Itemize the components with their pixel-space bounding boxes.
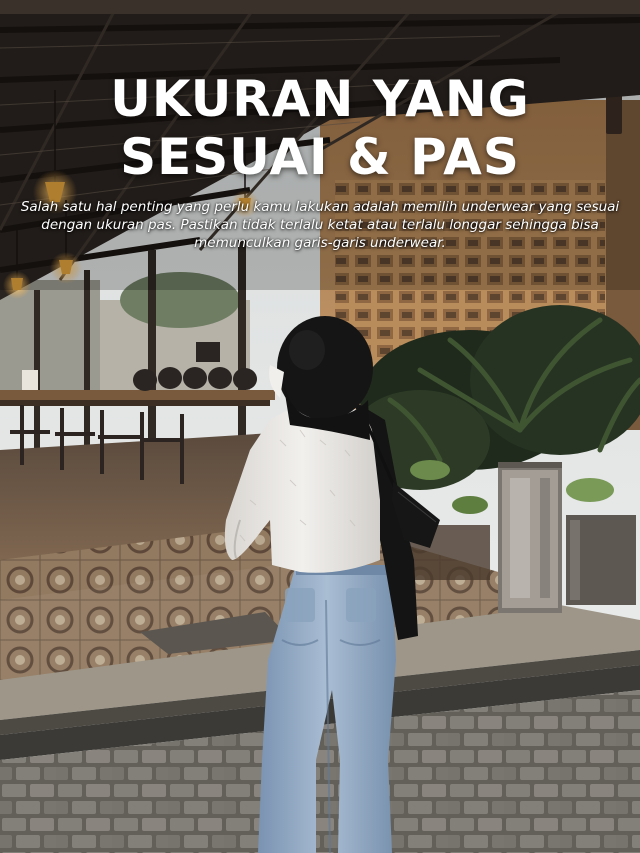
body-paragraph: Salah satu hal penting yang perlu kamu lakukan adalah memilih underwear yang sesuai dengan ukuran pas. Pastikan tidak terlalu ketat atau terlalu longgar sehingga bisa memunculkan garis-garis underwear. [20,199,620,251]
headline-line-2: SESUAI & PAS [120,128,520,186]
headline-line-1: UKURAN YANG [110,70,530,128]
headline [0,70,640,186]
